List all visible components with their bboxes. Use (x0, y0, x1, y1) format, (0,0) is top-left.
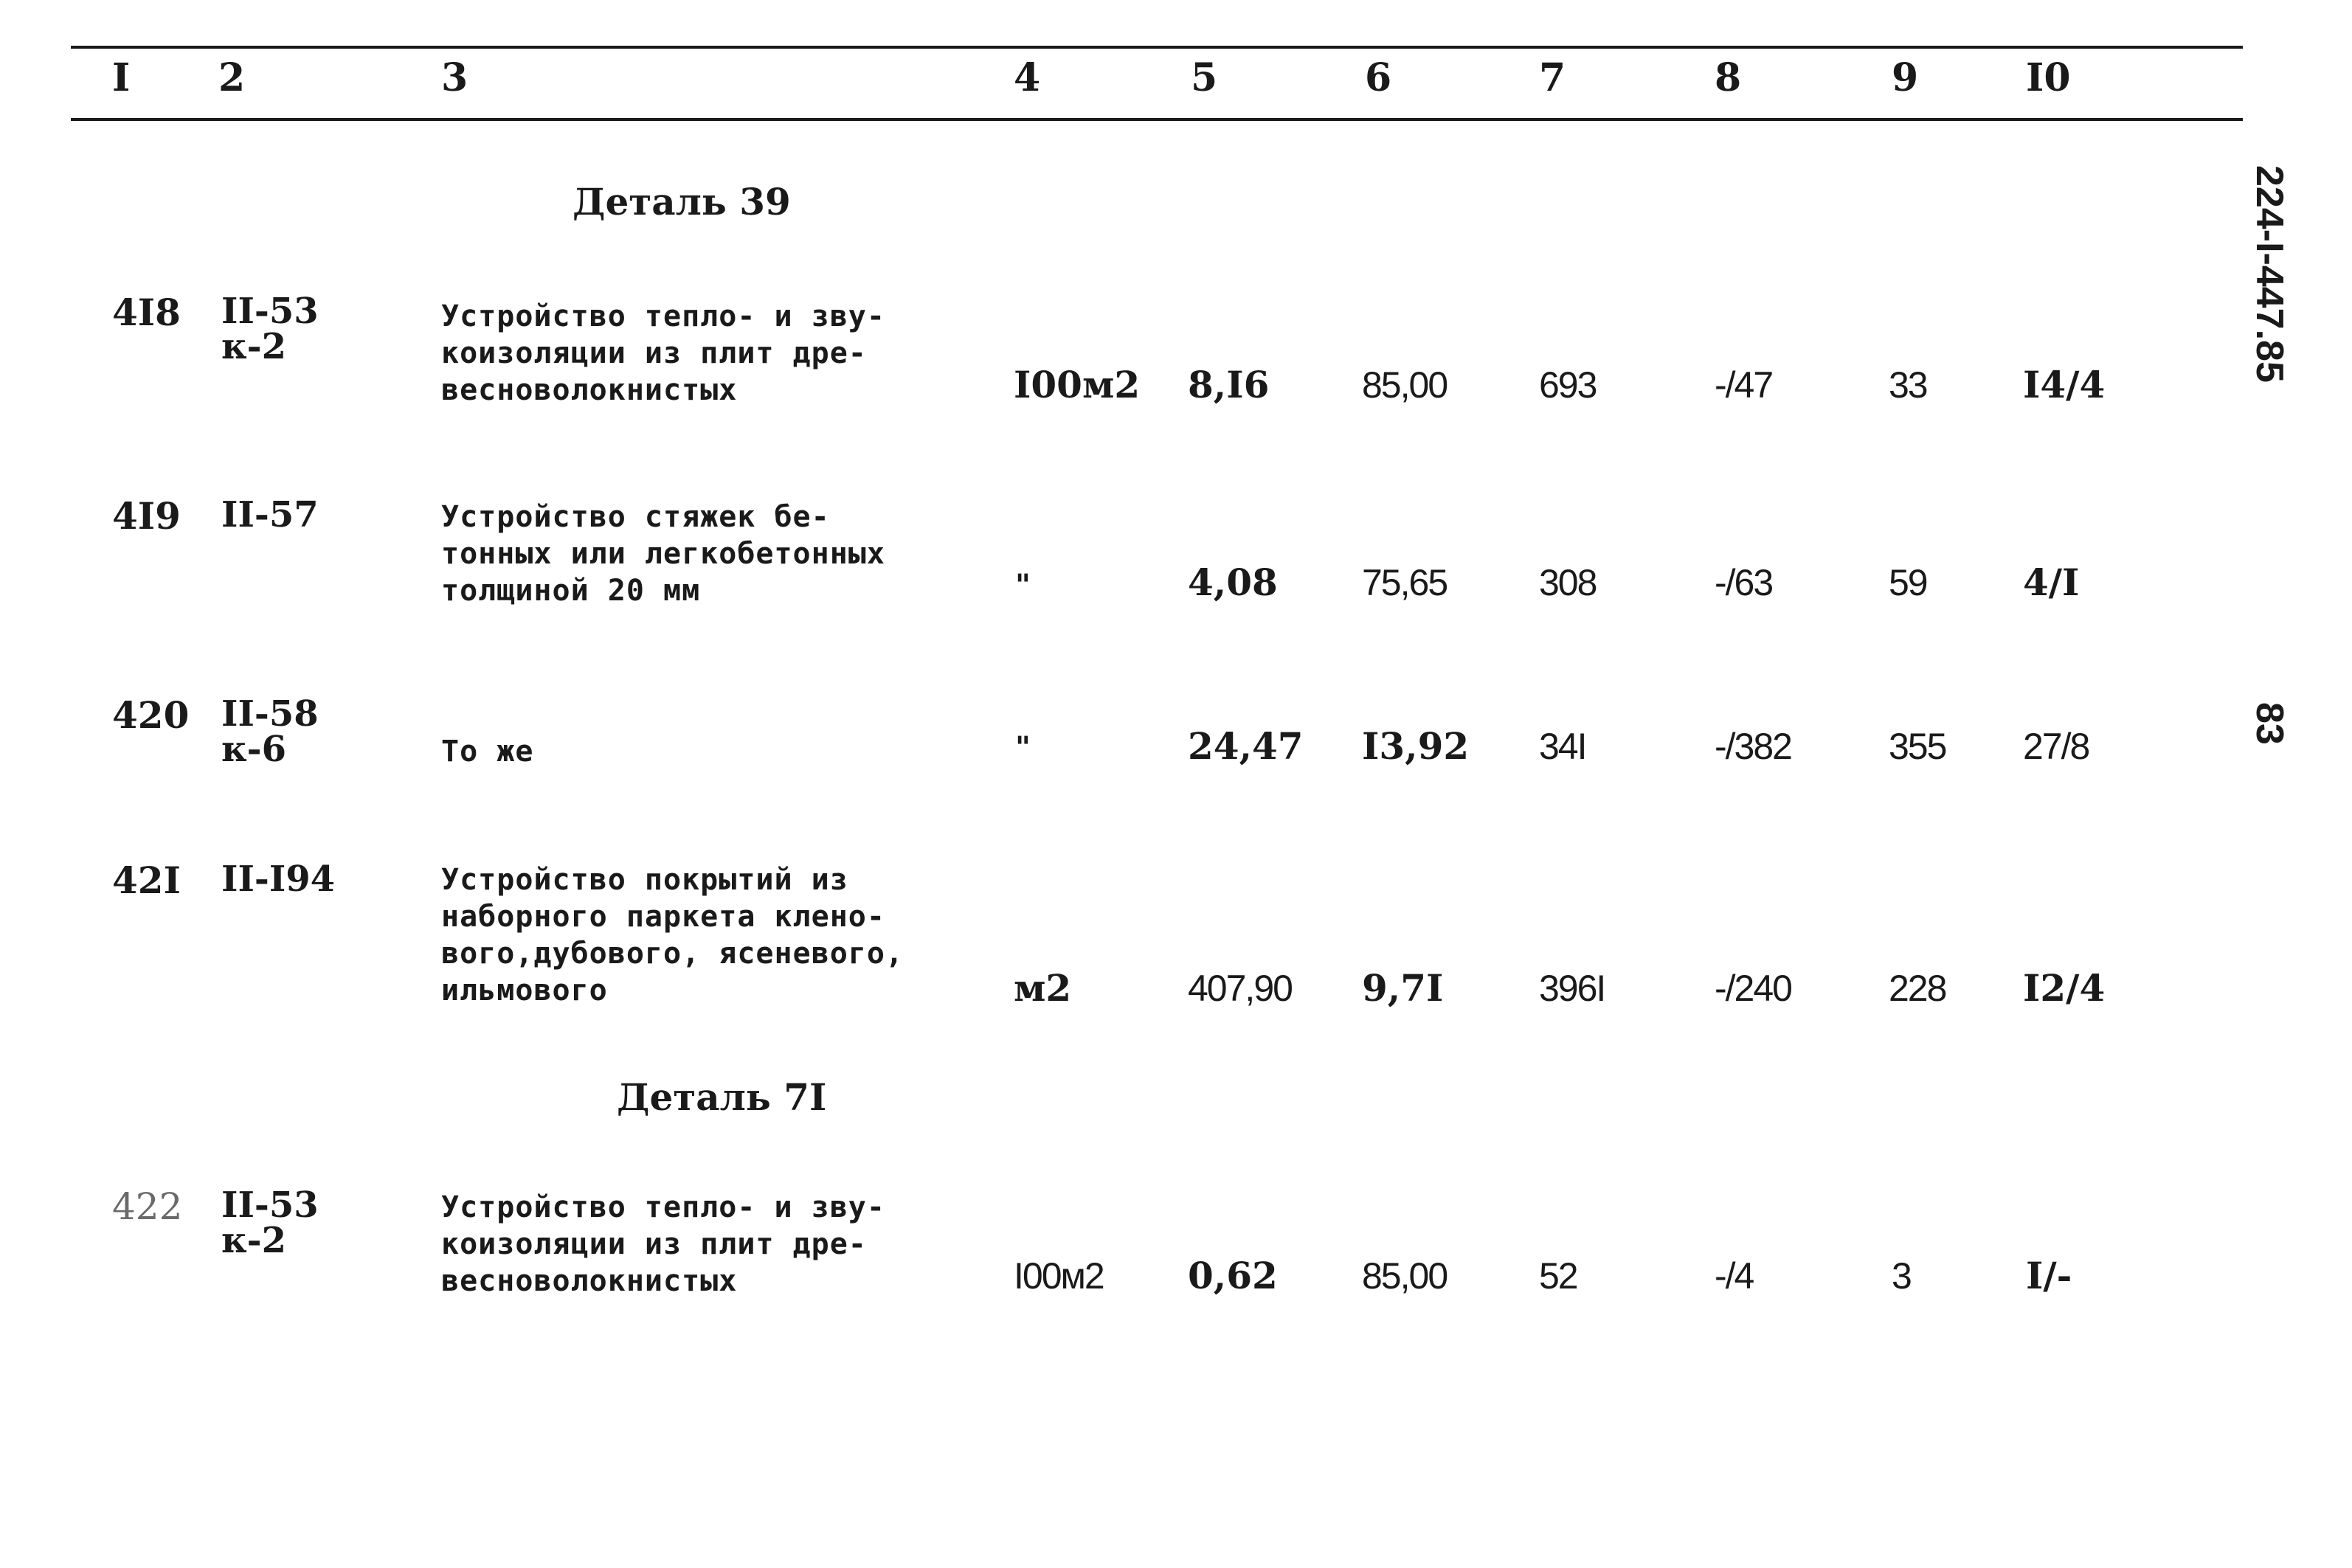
row-number: 4I9 (112, 494, 181, 538)
col-header-4: 4 (1014, 55, 1041, 100)
norm-code (221, 1184, 319, 1261)
unit-price: I3,92 (1362, 724, 1470, 768)
description-line: коизоляции из плит дре- (441, 1227, 867, 1261)
work-description (441, 861, 904, 1009)
column-9-value: 355 (1889, 726, 1946, 767)
norm-code (221, 494, 319, 535)
total-cost: 308 (1539, 562, 1597, 603)
description-line: весноволокнистых (441, 1264, 738, 1298)
total-cost: 34I (1539, 726, 1586, 767)
unit-price: 9,7I (1362, 966, 1444, 1010)
description-line: Устройство тепло- и зву- (441, 299, 885, 333)
table-top-rule (71, 46, 2243, 49)
col-header-1: I (112, 55, 131, 100)
norm-code (221, 693, 319, 770)
work-description (441, 499, 885, 609)
unit-price: 85,00 (1362, 364, 1447, 406)
description-line: весноволокнистых (441, 373, 738, 407)
row-number: 422 (112, 1185, 183, 1228)
description-line: Устройство покрытий из (441, 863, 848, 897)
column-9-value: 33 (1889, 364, 1927, 406)
column-8-value: -/382 (1715, 726, 1791, 767)
norm-code-line: к-6 (221, 729, 286, 770)
col-header-3: 3 (441, 55, 468, 100)
unit-ditto: " (1015, 568, 1031, 603)
quantity: 0,62 (1188, 1254, 1278, 1297)
column-8-value: -/240 (1715, 968, 1791, 1009)
row-number: 42I (112, 858, 181, 902)
row-number: 4I8 (112, 291, 181, 334)
norm-code (221, 858, 336, 900)
column-8-value: -/47 (1715, 364, 1773, 406)
column-8-value: -/63 (1715, 562, 1773, 603)
unit: м2 (1014, 966, 1072, 1010)
quantity: 4,08 (1188, 561, 1278, 604)
norm-code-line: II-53 (221, 1184, 319, 1226)
column-9-value: 59 (1889, 562, 1927, 603)
col-header-5: 5 (1191, 55, 1218, 100)
norm-code-line: II-I94 (221, 858, 336, 900)
column-10-value: 27/8 (2023, 726, 2089, 767)
work-description (441, 298, 885, 409)
document-code: 224-I-447.85 (2248, 165, 2291, 383)
table-header-rule (71, 118, 2243, 121)
col-header-2: 2 (218, 55, 246, 100)
work-description (441, 733, 533, 770)
section-title-detail-71: Деталь 7I (617, 1075, 827, 1119)
row-number: 420 (112, 693, 190, 737)
norm-code-line: II-58 (221, 693, 319, 735)
column-8-value: -/4 (1715, 1255, 1754, 1297)
column-9-value: 3 (1892, 1255, 1911, 1297)
quantity: 8,I6 (1188, 363, 1270, 406)
quantity: 407,90 (1188, 968, 1292, 1009)
col-header-8: 8 (1715, 55, 1742, 100)
description-line: толщиной 20 мм (441, 574, 701, 608)
section-title-detail-39: Деталь 39 (573, 180, 791, 223)
unit-price: 75,65 (1362, 562, 1447, 603)
col-header-6: 6 (1365, 55, 1392, 100)
col-header-7: 7 (1539, 55, 1566, 100)
unit: I00м2 (1014, 363, 1141, 406)
description-line: наборного паркета клено- (441, 900, 885, 934)
description-line: То же (441, 735, 534, 769)
total-cost: 396I (1539, 968, 1605, 1009)
total-cost: 693 (1539, 364, 1597, 406)
column-10-value: I4/4 (2023, 363, 2106, 406)
description-line: коизоляции из плит дре- (441, 336, 867, 370)
description-line: вого,дубового, ясеневого, (441, 937, 905, 971)
page-number: 83 (2248, 702, 2291, 745)
total-cost: 52 (1539, 1255, 1577, 1297)
description-line: Устройство стяжек бе- (441, 500, 830, 534)
column-10-value: I/- (2026, 1254, 2072, 1297)
quantity: 24,47 (1188, 724, 1304, 768)
norm-code-line: к-2 (221, 326, 286, 367)
unit-price: 85,00 (1362, 1255, 1447, 1297)
norm-code-line: II-53 (221, 291, 319, 332)
norm-code (221, 291, 319, 367)
column-10-value: I2/4 (2023, 966, 2106, 1010)
col-header-10: I0 (2026, 55, 2071, 100)
norm-code-line: II-57 (221, 494, 319, 535)
unit-ditto: " (1015, 730, 1031, 765)
description-line: ильмового (441, 974, 608, 1007)
column-9-value: 228 (1889, 968, 1946, 1009)
work-description (441, 1189, 885, 1300)
column-10-value: 4/I (2023, 561, 2080, 604)
description-line: Устройство тепло- и зву- (441, 1190, 885, 1224)
col-header-9: 9 (1892, 55, 1919, 100)
norm-code-line: к-2 (221, 1220, 286, 1261)
description-line: тонных или легкобетонных (441, 537, 885, 571)
unit: I00м2 (1014, 1255, 1104, 1297)
